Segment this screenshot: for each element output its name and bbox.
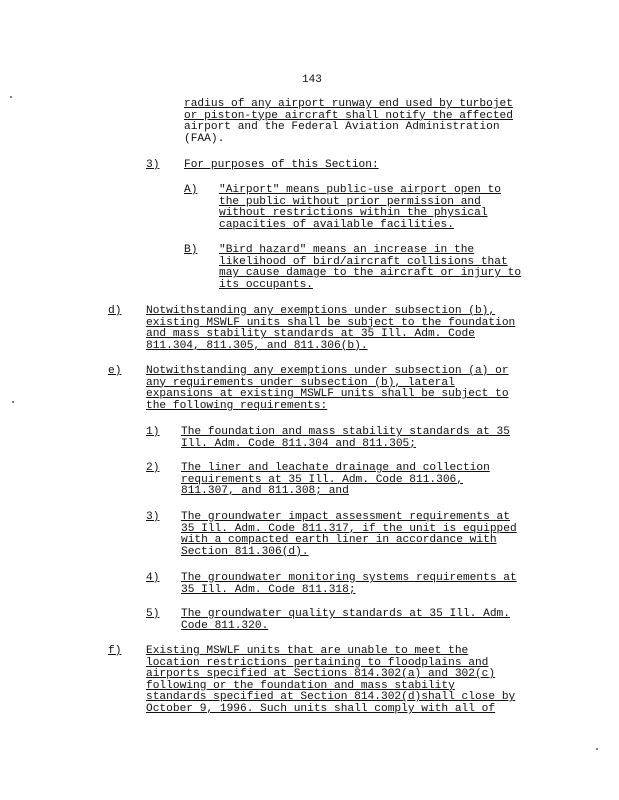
text-line: its occupants. [219,278,313,291]
text-line: standards specified at Section 814.302(d)shall close by [146,691,516,704]
text-line: airport and the Federal Aviation Administration [184,121,500,134]
subitem-2-label: 2) [146,462,160,474]
text-line: The groundwater quality standards at 35 Ill. Adm. [181,608,510,620]
item-f-paragraph [146,646,515,716]
item-e-label: e) [108,365,122,377]
text-line: Ill. Adm. Code 811.304 and 811.305; [181,437,416,450]
text-line: location restrictions pertaining to floodplains and [146,656,489,669]
scan-speck [10,96,12,98]
text-line: "Airport" means public-use airport open to [219,184,501,196]
item-f-label: f) [108,645,122,657]
subitem-4-label: 4) [146,572,160,584]
subitem-5-paragraph [181,609,510,632]
text-line: the following requirements: [146,399,328,412]
item-a-paragraph [219,185,501,231]
text-line: 35 Ill. Adm. Code 811.317, if the unit is equipped [181,522,517,535]
text-line: The liner and leachate drainage and collection [181,462,490,474]
item-b-label: B) [184,244,198,256]
subitem-1-label: 1) [146,426,160,438]
text-line: radius of any airport runway end used by turbojet [184,98,513,110]
text-line: The groundwater monitoring systems requirements at [181,572,517,584]
item-d-paragraph [146,306,515,352]
text-line: Existing MSWLF units that are unable to meet the [146,645,469,657]
text-line: may cause damage to the aircraft or injury to [219,267,522,280]
text-line: The foundation and mass stability standards at 35 [181,426,510,438]
subitem-2-paragraph [181,463,490,498]
item-e-paragraph [146,366,509,412]
text-line: Section 811.306(d). [181,545,309,558]
item-a-label: A) [184,184,198,196]
text-line: Notwithstanding any exemptions under subsection (a) or [146,365,509,377]
continuation-paragraph [184,99,513,145]
text-line: likelihood of bird/aircraft collisions that [219,255,508,268]
text-line: October 9, 1996. Such units shall comply with all of [146,702,496,715]
subitem-3-paragraph [181,512,517,558]
item-3-text: For purposes of this Section: [184,159,379,171]
text-line: 811.307, and 811.308; and [181,485,349,498]
text-line: (FAA). [184,132,225,145]
subitem-5-label: 5) [146,608,160,620]
text-line: The groundwater impact assessment requirements at [181,511,510,523]
item-3-label: 3) [146,159,160,171]
subitem-3-label: 3) [146,511,160,523]
text-line: existing MSWLF units shall be subject to the foundation [146,316,516,329]
text-line: 811.304, 811.305, and 811.306(b). [146,339,368,352]
page-number: 143 [302,74,322,86]
text-line: without restrictions within the physical [219,207,488,220]
scan-speck [12,401,14,403]
item-b-paragraph [219,245,521,291]
text-line: or piston-type aircraft shall notify the affected [184,109,513,122]
text-line: Code 811.320. [181,619,269,632]
text-line: with a compacted earth liner in accordance with [181,534,497,547]
text-line: "Bird hazard" means an increase in the [219,244,475,256]
text-line: and mass stability standards at 35 Ill. Adm. Code [146,328,475,341]
text-line: the public without prior permission and [219,195,481,208]
text-line: requirements at 35 Ill. Adm. Code 811.306, [181,473,463,486]
subitem-1-paragraph [181,427,510,450]
subitem-4-paragraph [181,573,517,596]
text-line: following or the foundation and mass stability [146,679,455,692]
text-line: capacities of available facilities. [219,218,454,231]
text-line: airports specified at Sections 814.302(a) and 302(c) [146,668,496,681]
text-line: expansions at existing MSWLF units shall be subject to [146,388,509,401]
text-line: any requirements under subsection (b), lateral [146,376,455,389]
scan-speck [596,748,598,750]
text-line: 35 Ill. Adm. Code 811.318; [181,583,356,596]
text-line: Notwithstanding any exemptions under subsection (b), [146,305,496,317]
item-d-label: d) [108,305,122,317]
